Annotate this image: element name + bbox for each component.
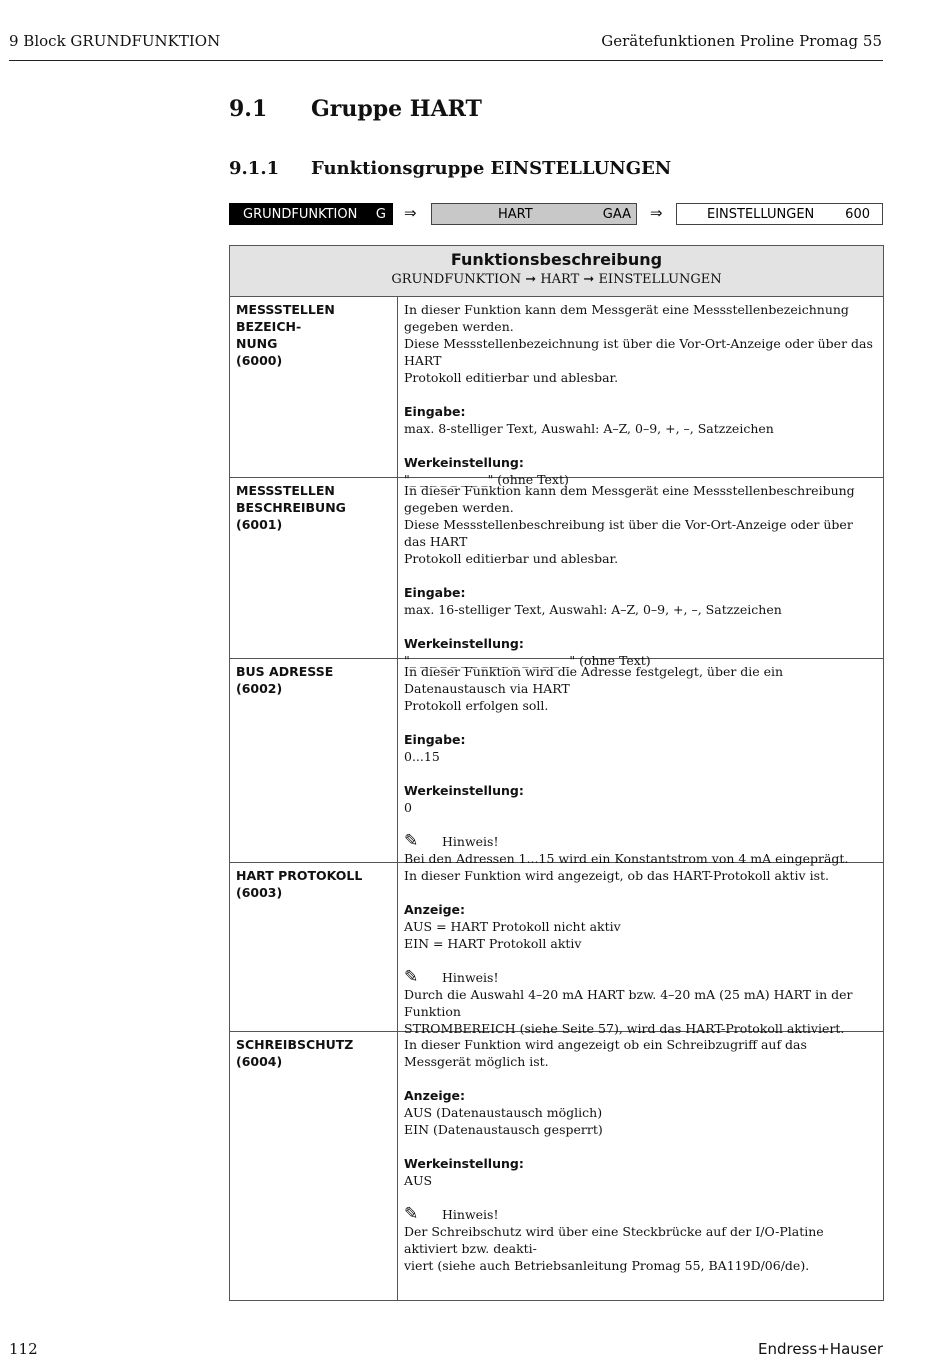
function-code: (6004) [236,1054,283,1069]
default-label: Werkeinstellung: [404,636,524,651]
description-text: In dieser Funktion wird die Adresse festgelegt, über die ein Datenaustausch via HART [404,664,784,696]
nav-arrow-icon: ⇒ [650,204,663,222]
hint-heading [404,969,877,986]
brand-logo: Endress+Hauser [758,1340,883,1358]
page-number: 112 [9,1340,38,1358]
default-value: 0 [404,800,412,815]
function-code: (6000) [236,353,283,368]
nav-box-hart [431,203,637,225]
table-path: GRUNDFUNKTION ➞ HART ➞ EINSTELLUNGEN [391,272,722,287]
function-name: SCHREIBSCHUTZ [236,1037,354,1052]
function-code: (6001) [236,517,283,532]
function-name: BUS ADRESSE [236,664,334,679]
function-name-cell [230,659,398,862]
pencil-icon: ✎ [404,831,419,851]
subsection-number: 9.1.1 [229,158,280,179]
default-value: "_ _ _ _ _ _ _ _ _ _ _ _ _ _ _ _" (ohne Text) [404,653,651,668]
input-value: max. 8-stelliger Text, Auswahl: A–Z, 0–9, +, –, Satzzeichen [404,421,774,436]
nav-box-code: GAA [602,206,631,222]
hint-heading [404,833,877,850]
function-name-cell [230,297,398,477]
input-label: Eingabe: [404,585,466,600]
pencil-icon: ✎ [404,967,419,987]
nav-box-grundfunktion [229,203,393,225]
description-text: In dieser Funktion kann dem Messgerät eine Messstellenbeschreibung gegeben werden. [404,483,855,515]
function-code: (6003) [236,885,283,900]
input-value: 0...15 [404,749,440,764]
display-label: Anzeige: [404,1088,466,1103]
running-header-right: Gerätefunktionen Proline Promag 55 [601,32,882,50]
nav-box-code: 600 [845,206,870,222]
nav-box-label: GRUNDFUNKTION [243,206,358,222]
function-name: BESCHREIBUNG [236,500,346,515]
function-description-cell [398,1032,883,1300]
function-name: HART PROTOKOLL [236,868,363,883]
hint-label: Hinweis! [442,970,499,985]
description-text: Diese Messstellenbeschreibung ist über die Vor-Ort-Anzeige oder über das HART [404,517,853,549]
display-option: EIN (Datenaustausch gesperrt) [404,1122,603,1137]
default-label: Werkeinstellung: [404,455,524,470]
description-text: Protokoll editierbar und ablesbar. [404,370,619,385]
function-description-cell [398,297,883,487]
input-value: max. 16-stelliger Text, Auswahl: A–Z, 0–9, +, –, Satzzeichen [404,602,782,617]
display-option: EIN = HART Protokoll aktiv [404,936,582,951]
function-description-cell [398,478,883,668]
hint-text: Der Schreibschutz wird über eine Steckbrücke auf der I/O-Platine aktiviert bzw. deakti- [404,1224,824,1256]
description-text: In dieser Funktion wird angezeigt ob ein Schreibzugriff auf das Messgerät möglich ist. [404,1037,807,1069]
function-description-cell [398,863,883,1036]
hint-text: viert (siehe auch Betriebsanleitung Promag 55, BA119D/06/de). [404,1258,810,1273]
table-row [230,297,883,487]
function-name-cell [230,1032,398,1300]
section-title: Gruppe HART [311,96,482,122]
table-row [230,659,883,866]
default-value: "_ _ _ _ _ _ _ _" (ohne Text) [404,472,569,487]
description-text: In dieser Funktion wird angezeigt, ob das HART-Protokoll aktiv ist. [404,868,829,883]
input-label: Eingabe: [404,732,466,747]
function-code: (6002) [236,681,283,696]
description-text: Protokoll erfolgen soll. [404,698,549,713]
running-header-left: 9 Block GRUNDFUNKTION [9,32,221,50]
pencil-icon: ✎ [404,1204,419,1224]
table-row [230,1032,883,1300]
display-label: Anzeige: [404,902,466,917]
display-option: AUS (Datenaustausch möglich) [404,1105,603,1120]
function-name: NUNG [236,336,278,351]
table-row [230,863,883,1036]
function-description-cell [398,659,883,866]
hint-label: Hinweis! [442,1207,499,1222]
default-label: Werkeinstellung: [404,783,524,798]
description-text: Diese Messstellenbezeichnung ist über die Vor-Ort-Anzeige oder über das HART [404,336,873,368]
function-name-cell [230,478,398,658]
description-text: Protokoll editierbar und ablesbar. [404,551,619,566]
hint-text: STROMBEREICH (siehe Seite 57), wird das HART-Protokoll aktiviert. [404,1021,845,1036]
nav-box-einstellungen [676,203,883,225]
table-title: Funktionsbeschreibung [450,250,663,269]
default-label: Werkeinstellung: [404,1156,524,1171]
input-label: Eingabe: [404,404,466,419]
description-text: In dieser Funktion kann dem Messgerät eine Messstellenbezeichnung gegeben werden. [404,302,849,334]
default-value: AUS [404,1173,433,1188]
subsection-title: Funktionsgruppe EINSTELLUNGEN [311,158,672,179]
table-row [230,478,883,668]
hint-text: Bei den Adressen 1...15 wird ein Konstantstrom von 4 mA eingeprägt. [404,851,849,866]
nav-box-code: G [375,206,386,222]
nav-arrow-icon: ⇒ [404,204,417,222]
header-rule [9,60,883,61]
function-table [229,245,884,1301]
hint-label: Hinweis! [442,834,499,849]
function-name-cell [230,863,398,1031]
hint-heading [404,1206,877,1223]
section-number: 9.1 [229,96,268,122]
function-name: MESSSTELLEN BEZEICH- [236,302,335,334]
display-option: AUS = HART Protokoll nicht aktiv [404,919,621,934]
table-header [230,246,883,297]
hint-text: Durch die Auswahl 4–20 mA HART bzw. 4–20 mA (25 mA) HART in der Funktion [404,987,853,1019]
nav-box-label: HART [498,206,533,222]
nav-box-label: EINSTELLUNGEN [707,206,815,222]
function-name: MESSSTELLEN [236,483,335,498]
